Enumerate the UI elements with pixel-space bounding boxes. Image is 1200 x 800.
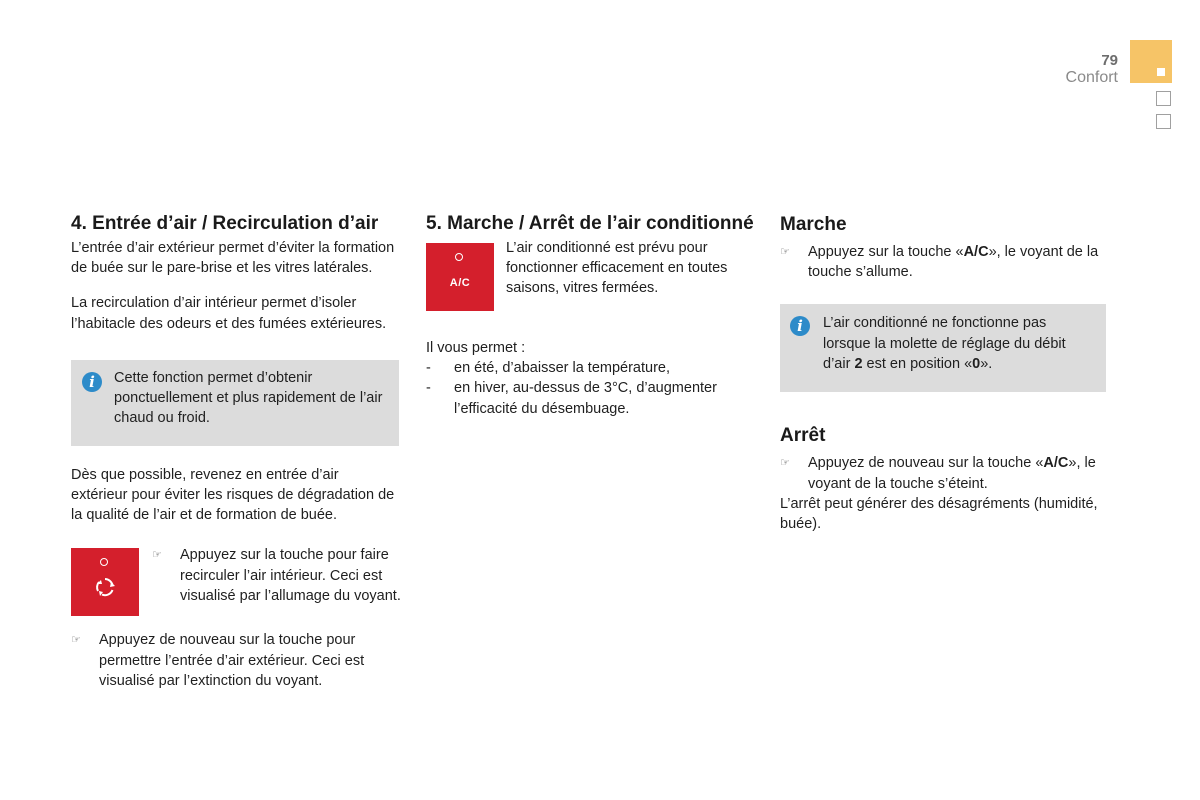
page-number: 79 — [1101, 52, 1118, 69]
ac-button-label: A/C — [449, 277, 471, 289]
chapter-tab-active — [1130, 40, 1172, 83]
paragraph: Il vous permet : — [426, 340, 526, 356]
section-air-intake — [71, 214, 399, 691]
info-text: Cette fonction permet d’obtenir ponctuellement et plus rapidement de l’air chaud ou froid. — [114, 369, 383, 427]
recirculation-button-image — [71, 548, 139, 616]
paragraph: L’arrêt peut générer des désagréments (humidité, buée). — [780, 495, 1098, 533]
ac-intro — [426, 238, 754, 324]
info-box — [71, 360, 399, 446]
chapter-tab — [1156, 114, 1171, 129]
paragraph: L’entrée d’air extérieur permet d’éviter la formation de buée sur le pare-brise et les vitres latérales. — [71, 240, 395, 277]
info-box — [780, 304, 1106, 392]
indicator-led-icon — [455, 253, 463, 261]
ac-button-image — [426, 243, 494, 311]
info-icon: i — [790, 316, 810, 336]
bullet-item: ☞ Appuyez sur la touche «A/C», le voyant de la touche s’allume. — [780, 244, 1099, 281]
pointing-hand-icon: ☞ — [780, 246, 790, 258]
section-title: 4. Entrée d’air / Recirculation d’air — [71, 213, 379, 234]
marche-title: Marche — [780, 214, 847, 235]
section-on-off — [780, 214, 1108, 534]
recirculation-instruction — [71, 545, 399, 625]
info-icon: i — [82, 372, 102, 392]
bullet-item: ☞ Appuyez de nouveau sur la touche pour permettre l’entrée d’air extérieur. Ceci est visualisé par l’extinction du voyant. — [71, 632, 365, 689]
pointing-hand-icon: ☞ — [780, 457, 790, 470]
paragraph: L’air conditionné est prévu pour fonctionner efficacement en toutes saisons, vitres fermées. — [506, 240, 728, 297]
info-text: L’air conditionné ne fonctionne pas lorsque la molette de réglage du débit d’air 2 est en position «0». — [823, 315, 1066, 372]
paragraph: La recirculation d’air intérieur permet d’isoler l’habitacle des odeurs et des fumées extérieures. — [71, 295, 387, 332]
bullet-item: ☞ Appuyez de nouveau sur la touche «A/C», le voyant de la touche s’éteint. — [780, 455, 1096, 492]
section-title: 5. Marche / Arrêt de l’air conditionné — [426, 213, 754, 234]
chapter-title: Confort — [1065, 69, 1118, 86]
pointing-hand-icon: ☞ — [152, 549, 162, 562]
recirculation-icon — [94, 576, 116, 598]
tab-marker-icon — [1157, 68, 1165, 76]
bullet-item: ☞ Appuyez sur la touche pour faire recirculer l’air intérieur. Ceci est visualisé par l’allumage du voyant. — [152, 547, 401, 604]
indicator-led-icon — [100, 558, 108, 566]
dash-item: - en hiver, au-dessus de 3°C, d’augmenter l’efficacité du désembuage. — [426, 380, 717, 417]
section-air-conditioning — [426, 214, 754, 419]
pointing-hand-icon: ☞ — [71, 634, 81, 647]
chapter-tab — [1156, 91, 1171, 106]
paragraph: Dès que possible, revenez en entrée d’air extérieur pour éviter les risques de dégradation de la qualité de l’air et de formation de buée. — [71, 466, 395, 524]
dash-item: - en été, d’abaisser la température, — [426, 360, 671, 377]
arret-title: Arrêt — [780, 425, 826, 447]
